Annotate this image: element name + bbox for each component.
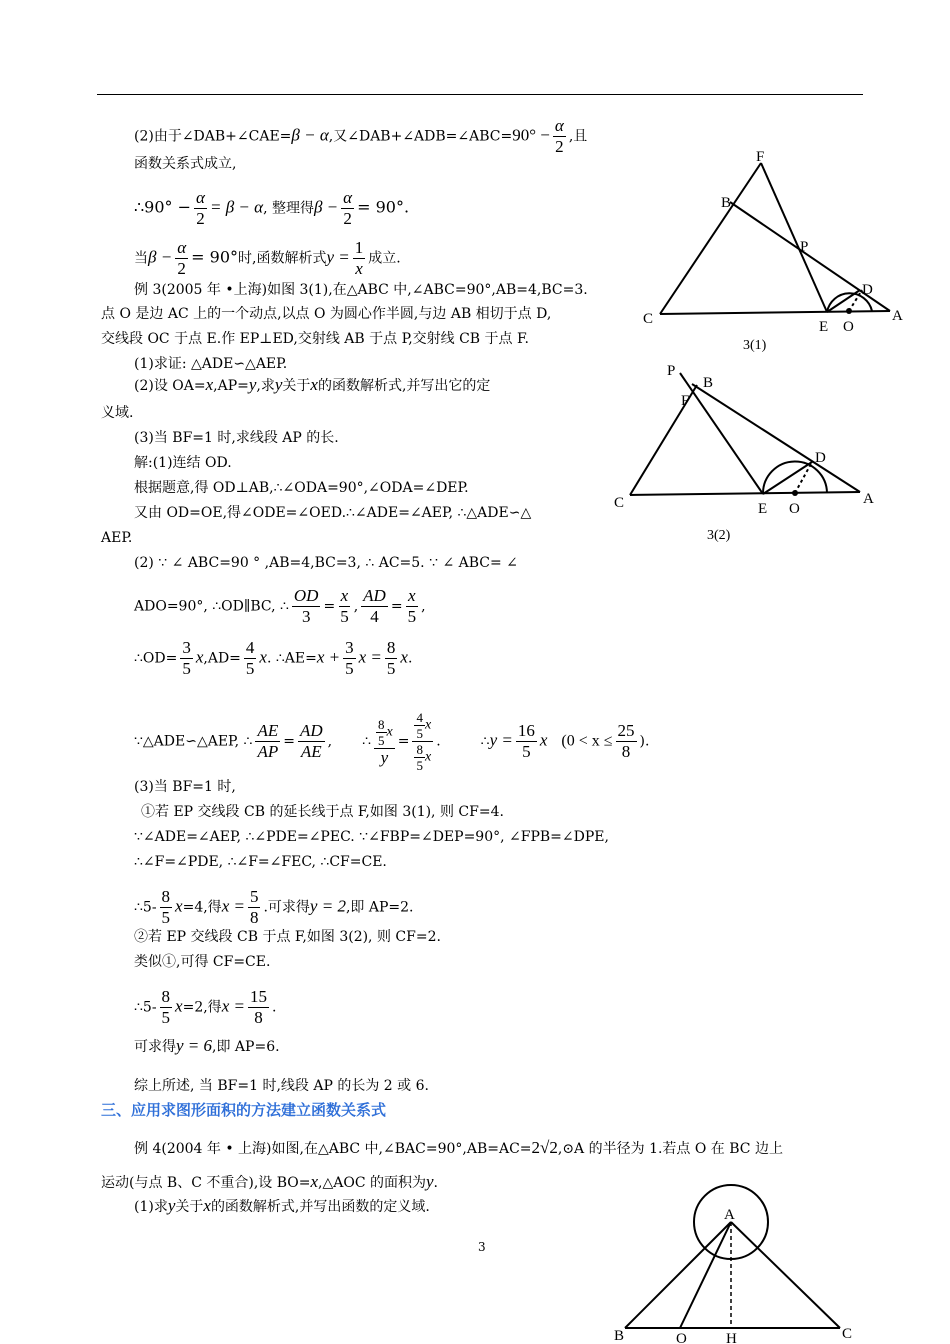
variable-x: x bbox=[203, 1196, 211, 1215]
fraction-numerator: α bbox=[196, 188, 205, 207]
text-segment: ,⊙A 的半径为 1.若点 O 在 BC 边上 bbox=[557, 1141, 783, 1157]
math-expression: y = 6 bbox=[176, 1036, 213, 1055]
fraction-numerator: 4 bbox=[245, 638, 255, 657]
text-segment: ). bbox=[639, 733, 650, 750]
segment-ao bbox=[680, 1222, 731, 1328]
fraction-denominator: 5 bbox=[345, 659, 354, 678]
section-heading: 三、应用求图形面积的方法建立函数关系式 bbox=[101, 1101, 387, 1119]
math-expression: (0 < x ≤ bbox=[561, 732, 613, 750]
text-line-29: 综上所述, 当 BF=1 时,线段 AP 的长为 2 或 6. bbox=[134, 1078, 429, 1094]
fraction-denominator: 2 bbox=[196, 209, 205, 228]
text-line-14: 又由 OD=OE,得∠ODE=∠OED.∴∠ADE=∠AEP, ∴△ADE∽△ bbox=[134, 505, 532, 521]
label-b: B bbox=[703, 375, 714, 391]
fraction-denominator: 5 bbox=[386, 659, 396, 678]
figure-3-2-caption: 3(2) bbox=[707, 528, 731, 543]
text-segment: , bbox=[327, 733, 333, 750]
fraction-numerator: 4 bbox=[416, 710, 423, 725]
text-line-21: ①若 EP 交线段 CB 的延长线于点 F,如图 3(1), 则 CF=4. bbox=[141, 804, 504, 820]
math-expression: = β − α bbox=[209, 197, 264, 217]
text-segment: .可求得 bbox=[263, 899, 310, 916]
fraction-denominator: 5 bbox=[522, 742, 531, 761]
text-segment: 当 bbox=[134, 250, 148, 267]
fraction-denominator: 5 bbox=[416, 726, 423, 741]
text-segment: ,求 bbox=[256, 378, 275, 394]
text-line-22: ∵∠ADE=∠AEP, ∴∠PDE=∠PEC. ∵∠FBP=∠DEP=90°, ∠FPB=∠DPE, bbox=[134, 829, 609, 845]
segment-ab bbox=[625, 1222, 731, 1328]
fraction-denominator: 5 bbox=[161, 908, 171, 927]
math-expression: β − bbox=[148, 247, 173, 267]
text-segment: = bbox=[390, 598, 403, 615]
label-c: C bbox=[842, 1326, 853, 1342]
text-segment: 例 4(2004 年 • 上海)如图,在△ABC 中,∠BAC=90°,AB=AC= bbox=[134, 1141, 532, 1157]
text-segment: . bbox=[436, 733, 441, 750]
label-p: P bbox=[667, 363, 676, 379]
math-expression: β − bbox=[313, 197, 339, 217]
variable-y: y bbox=[248, 375, 257, 394]
text-segment: 关于 bbox=[175, 1199, 204, 1215]
text-segment: , bbox=[353, 598, 359, 615]
fraction-denominator: 5 bbox=[340, 607, 349, 626]
label-a: A bbox=[892, 308, 903, 324]
text-segment: = bbox=[397, 733, 410, 750]
label-h: H bbox=[726, 1331, 737, 1344]
variable-x: x bbox=[386, 724, 393, 740]
label-e: E bbox=[819, 319, 829, 335]
text-segment: ,又∠DAB+∠ADB=∠ABC= bbox=[328, 128, 513, 145]
math-expression: = 90°. bbox=[357, 197, 410, 217]
text-segment: = bbox=[283, 733, 295, 750]
fraction-numerator: 3 bbox=[182, 638, 191, 657]
text-line-23: ∴∠F=∠PDE, ∴∠F=∠FEC, ∴CF=CE. bbox=[134, 854, 387, 870]
variable-x: x bbox=[175, 896, 183, 916]
fraction-numerator: 25 bbox=[617, 721, 635, 740]
text-segment: (2)由于∠DAB+∠CAE= bbox=[134, 128, 292, 145]
text-segment: . bbox=[271, 999, 277, 1016]
text-segment: 运动(与点 B、C 不重合),设 BO= bbox=[101, 1175, 311, 1191]
math-expression: 90° − bbox=[512, 125, 550, 145]
text-line-6: 点 O 是边 AC 上的一个动点,以点 O 为圆心作半圆,与边 AB 相切于点 D, bbox=[101, 306, 552, 322]
variable-x: x bbox=[205, 375, 214, 394]
label-e: E bbox=[758, 501, 768, 517]
fraction-denominator: 4 bbox=[370, 607, 379, 626]
math-expression: x = bbox=[221, 996, 245, 1016]
text-segment: (1)求 bbox=[134, 1199, 168, 1215]
variable-x: x bbox=[259, 647, 267, 667]
text-segment: 的函数解析式,并写出函数的定义域. bbox=[210, 1199, 430, 1215]
fraction-numerator: x bbox=[408, 586, 416, 605]
text-segment: ,即 AP=6. bbox=[212, 1039, 280, 1055]
label-d: D bbox=[862, 282, 873, 298]
math-expression: 2√2 bbox=[531, 1138, 558, 1157]
math-expression: y = 2 bbox=[309, 896, 346, 916]
variable-x: x bbox=[175, 996, 183, 1016]
fraction-numerator: 16 bbox=[517, 721, 535, 740]
fraction-numerator: α bbox=[177, 238, 187, 257]
text-line-20: (3)当 BF=1 时, bbox=[134, 779, 236, 795]
segment-ac bbox=[731, 1222, 840, 1328]
fraction-numerator: 3 bbox=[345, 638, 354, 657]
label-f: F bbox=[756, 149, 765, 165]
math-expression: ∴90° − bbox=[134, 197, 192, 217]
text-line-11: (3)当 BF=1 时,求线段 AP 的长. bbox=[134, 430, 339, 446]
text-segment: 成立. bbox=[368, 250, 401, 267]
label-f: F bbox=[681, 393, 690, 409]
fraction-denominator: y bbox=[380, 748, 389, 767]
fraction-denominator: 2 bbox=[177, 259, 186, 278]
text-segment: ∴5- bbox=[134, 899, 157, 916]
label-o: O bbox=[676, 1331, 687, 1344]
fraction-denominator: 8 bbox=[621, 742, 631, 761]
fraction-numerator: 8 bbox=[161, 887, 171, 906]
text-segment: =4,得 bbox=[182, 899, 222, 916]
label-a: A bbox=[724, 1207, 735, 1223]
math-expression: β − α bbox=[291, 125, 329, 145]
text-segment: . bbox=[407, 650, 413, 667]
text-segment: ,AD= bbox=[203, 650, 241, 667]
math-expression: x = bbox=[221, 896, 245, 916]
label-o: O bbox=[843, 319, 854, 335]
label-p: P bbox=[800, 239, 809, 255]
text-segment: =2,得 bbox=[182, 999, 222, 1016]
label-b: B bbox=[721, 195, 732, 211]
text-segment: 的函数解析式,并写出它的定 bbox=[317, 378, 491, 394]
text-line-15: AEP. bbox=[101, 530, 133, 546]
math-expression: x + bbox=[316, 647, 341, 667]
text-segment: ADO=90°, ∴OD∥BC, ∴ bbox=[134, 598, 289, 615]
fraction-denominator: 5 bbox=[245, 659, 255, 678]
text-line-13: 根据题意,得 OD⊥AB,∴∠ODA=90°,∠ODA=∠DEP. bbox=[134, 480, 469, 496]
text-segment: 可求得 bbox=[134, 1039, 176, 1055]
label-b: B bbox=[614, 1328, 625, 1344]
fraction-denominator: 2 bbox=[555, 137, 564, 156]
fraction-denominator: 5 bbox=[182, 659, 191, 678]
fraction-numerator: α bbox=[343, 188, 353, 207]
text-segment: . bbox=[433, 1175, 438, 1191]
variable-y: y bbox=[167, 1196, 176, 1215]
fraction-numerator: AD bbox=[299, 721, 323, 740]
text-segment: ∴5- bbox=[134, 999, 157, 1016]
variable-y: y bbox=[274, 375, 283, 394]
fraction-denominator: 5 bbox=[416, 758, 423, 773]
variable-x: x bbox=[310, 375, 318, 394]
text-line-12: 解:(1)连结 OD. bbox=[134, 455, 232, 471]
variable-x: x bbox=[424, 749, 432, 765]
fraction-numerator: 5 bbox=[249, 887, 259, 906]
page-number: 3 bbox=[478, 1240, 486, 1254]
variable-x: x bbox=[400, 647, 408, 667]
text-segment: (2)设 OA= bbox=[134, 378, 206, 394]
fraction-numerator: 15 bbox=[249, 987, 267, 1006]
label-o: O bbox=[789, 501, 800, 517]
figure-3-1-caption: 3(1) bbox=[743, 338, 767, 353]
fraction-denominator: 8 bbox=[249, 908, 259, 927]
text-segment: ,AP= bbox=[213, 378, 249, 394]
text-segment: ∵△ADE∽△AEP, ∴ bbox=[134, 733, 253, 750]
text-segment: 时,函数解析式 bbox=[238, 250, 327, 267]
text-segment: ,且 bbox=[568, 128, 588, 145]
fraction-numerator: AE bbox=[257, 721, 279, 740]
fraction-numerator: 8 bbox=[378, 717, 385, 732]
text-segment: 关于 bbox=[282, 378, 311, 394]
fraction-denominator: 3 bbox=[301, 607, 311, 626]
math-expression: = 90° bbox=[191, 247, 238, 267]
variable-x: x bbox=[424, 717, 432, 733]
text-line-10: 义域. bbox=[101, 405, 134, 421]
text-line-5: 例 3(2005 年 •上海)如图 3(1),在△ABC 中,∠ABC=90°,AB=4,BC=3. bbox=[134, 282, 588, 298]
text-segment: , 整理得 bbox=[263, 200, 314, 217]
label-d: D bbox=[815, 450, 826, 466]
label-c: C bbox=[643, 311, 654, 327]
fraction-denominator: AE bbox=[300, 742, 322, 761]
fraction-denominator: 5 bbox=[161, 1008, 171, 1027]
text-segment: ,即 AP=2. bbox=[345, 899, 414, 916]
variable-x: x bbox=[310, 1172, 319, 1191]
text-line-25: ②若 EP 交线段 CB 于点 F,如图 3(2), 则 CF=2. bbox=[134, 929, 441, 945]
text-segment: . ∴AE= bbox=[266, 650, 317, 667]
math-expression: y = bbox=[489, 730, 513, 750]
text-segment: ,△AOC 的面积为 bbox=[318, 1175, 426, 1191]
text-segment: ∴ bbox=[480, 733, 490, 750]
fraction-denominator: 5 bbox=[378, 733, 385, 748]
text-segment: , bbox=[421, 598, 426, 615]
label-a: A bbox=[863, 491, 874, 507]
fraction-numerator: OD bbox=[293, 586, 319, 605]
text-line-2: 函数关系式成立, bbox=[134, 156, 237, 172]
variable-x: x bbox=[195, 647, 204, 667]
figure-example-4-labels bbox=[614, 1207, 852, 1344]
fraction-denominator: AP bbox=[257, 742, 279, 761]
fraction-numerator: 1 bbox=[354, 238, 364, 257]
text-segment: ∴ bbox=[362, 733, 372, 750]
variable-y: y bbox=[426, 1172, 434, 1191]
text-segment: ∴OD= bbox=[134, 650, 178, 667]
fraction-denominator: 2 bbox=[343, 209, 352, 228]
fraction-numerator: α bbox=[554, 116, 564, 135]
text-line-26: 类似①,可得 CF=CE. bbox=[134, 954, 271, 970]
text-line-16: (2) ∵ ∠ ABC=90 ° ,AB=4,BC=3, ∴ AC=5. ∵ ∠ ABC= ∠ bbox=[134, 555, 518, 571]
math-expression: y = bbox=[326, 247, 350, 267]
fraction-numerator: 8 bbox=[386, 638, 396, 657]
fraction-numerator: 8 bbox=[161, 987, 171, 1006]
variable-x: x bbox=[539, 730, 548, 750]
fraction-denominator: x bbox=[355, 259, 363, 278]
text-line-7: 交线段 OC 于点 E.作 EP⊥ED,交射线 AB 于点 P,交射线 CB 于点 F. bbox=[101, 331, 529, 347]
math-expression: x = bbox=[358, 647, 382, 667]
label-c: C bbox=[614, 495, 625, 511]
fraction-numerator: AD bbox=[363, 586, 386, 605]
fraction-numerator: 8 bbox=[416, 742, 423, 757]
text-line-8: (1)求证: △ADE∽△AEP. bbox=[134, 356, 288, 372]
fraction-denominator: 8 bbox=[254, 1008, 263, 1027]
fraction-denominator: 5 bbox=[407, 607, 417, 626]
text-segment: = bbox=[323, 598, 336, 615]
fraction-numerator: x bbox=[340, 586, 349, 605]
